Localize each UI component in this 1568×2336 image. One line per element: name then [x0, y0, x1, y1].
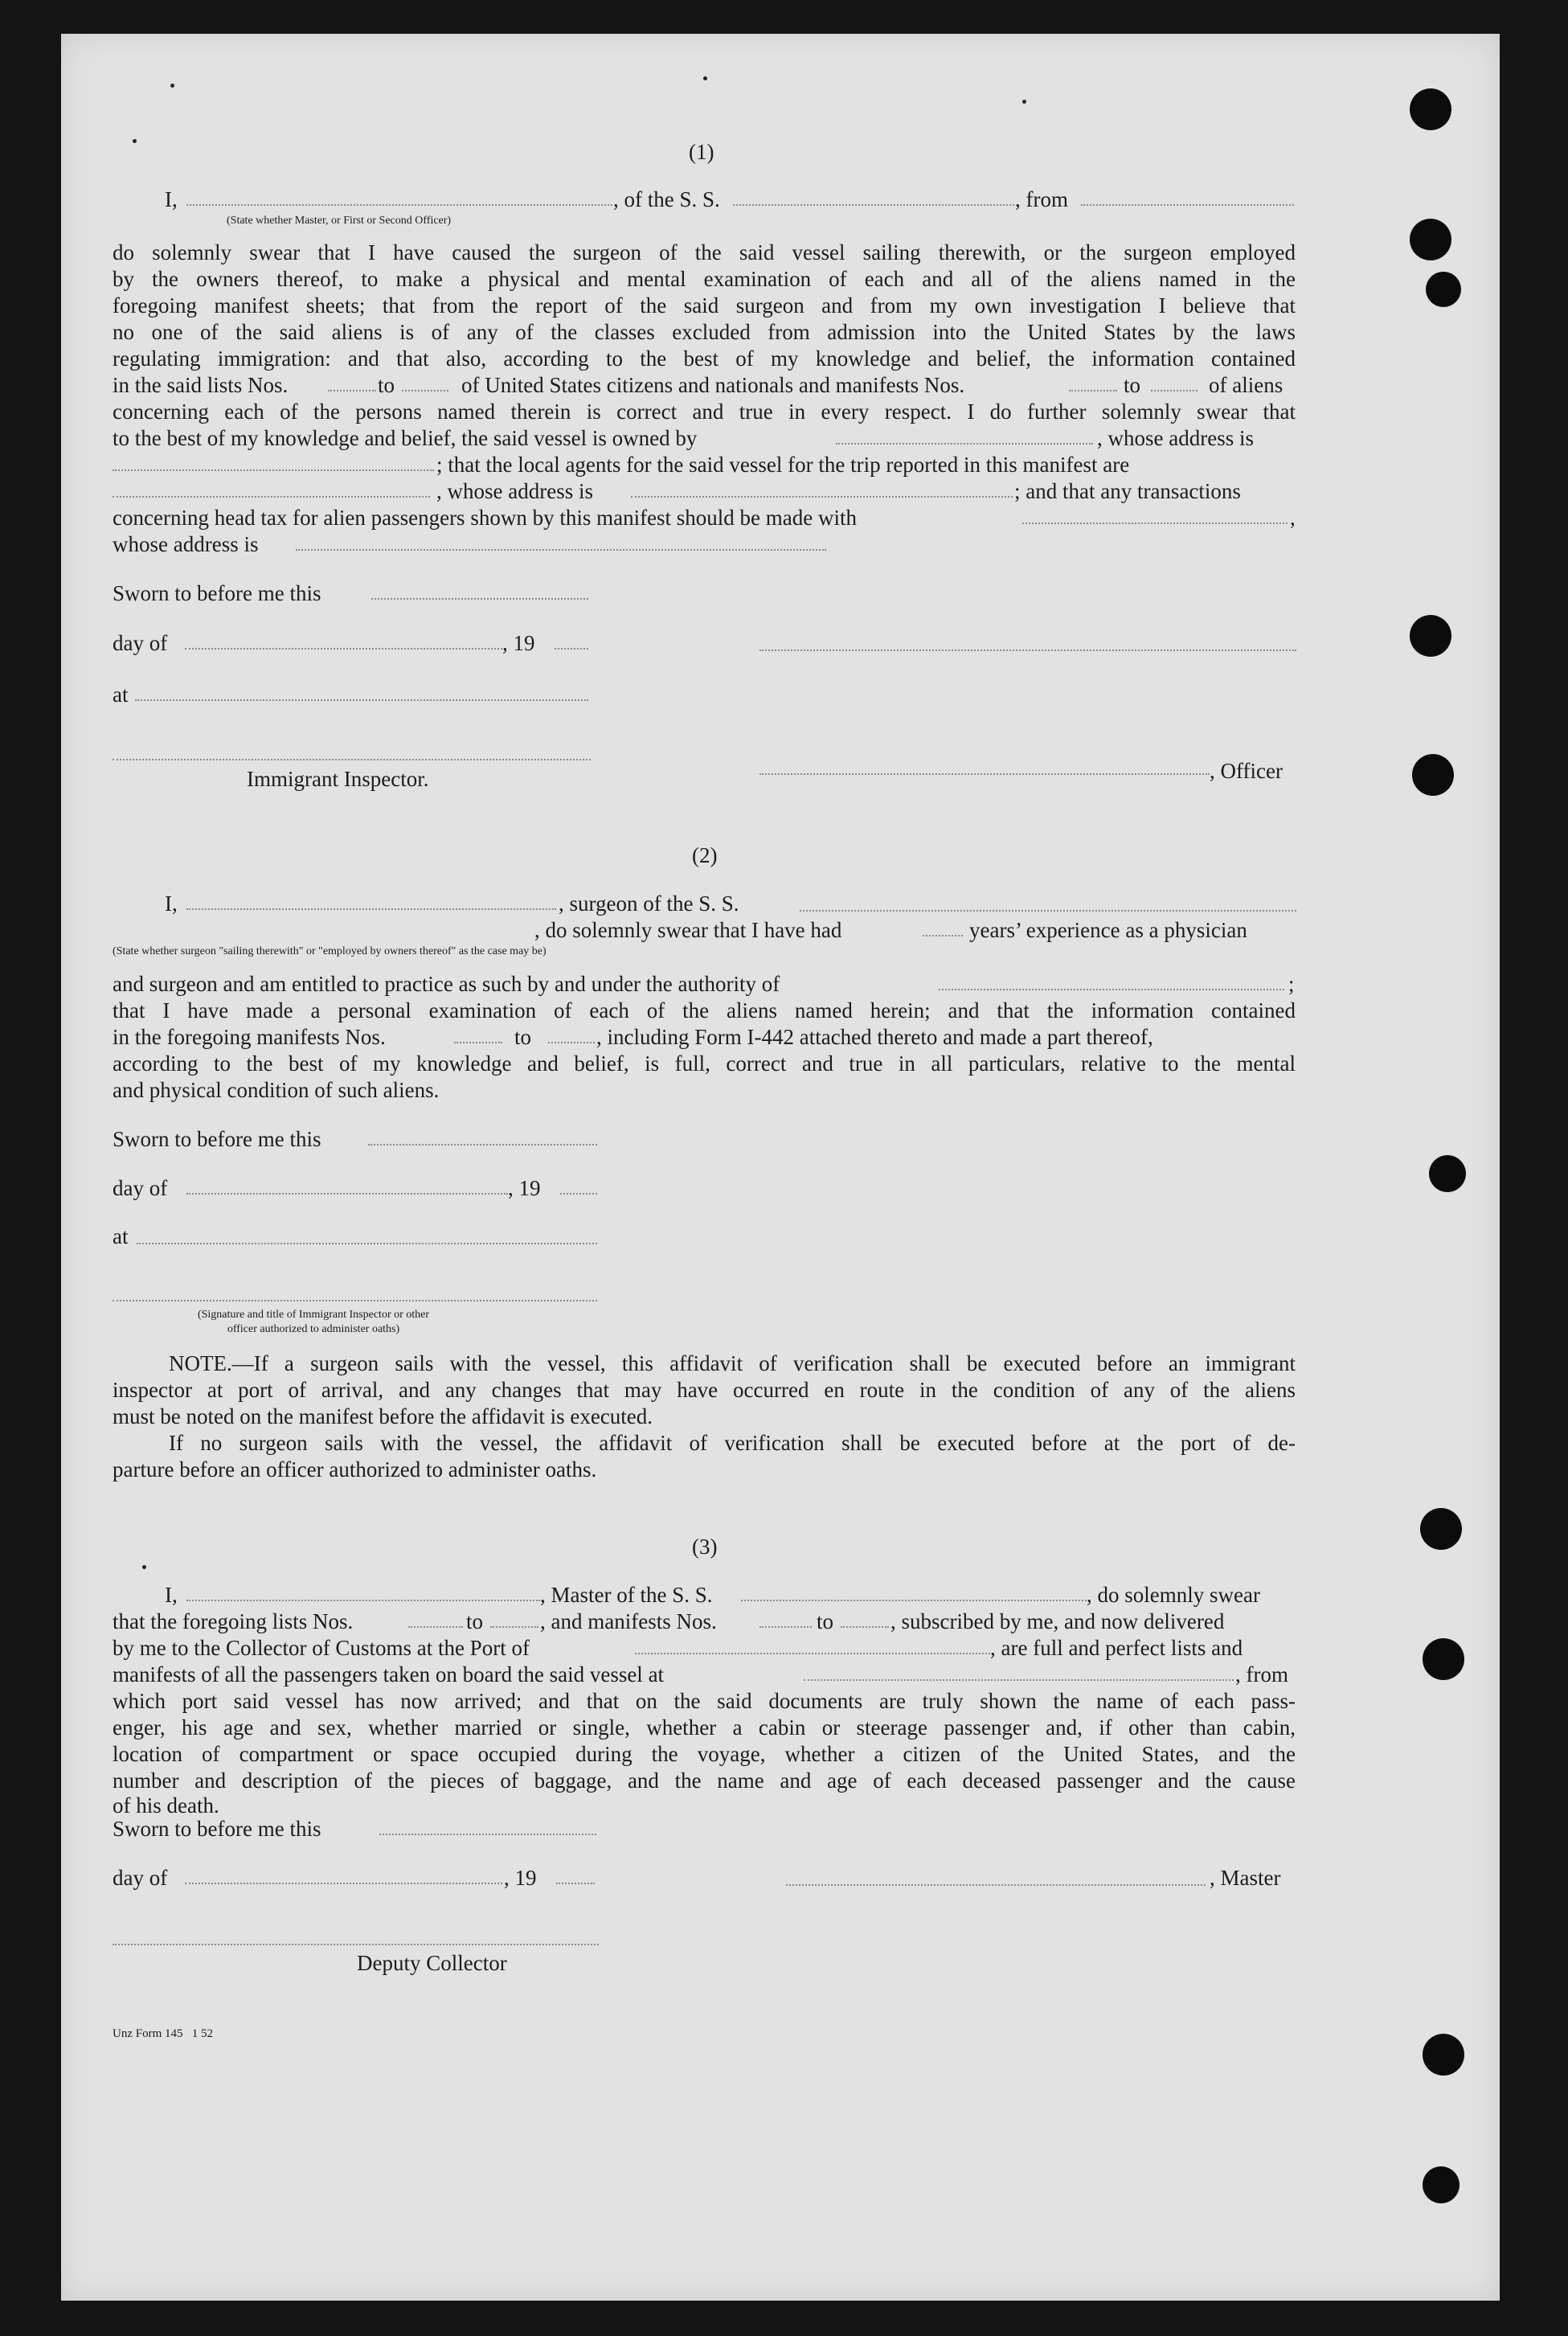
s1-nos-c: of United States citizens and nationals and manifests Nos.: [461, 373, 965, 397]
s1-owned-b: , whose address is: [1097, 426, 1254, 450]
s2-note-2: inspector at port of arrival, and any changes that may have occurred en route in the condition of any of the aliens: [113, 1378, 1296, 1402]
punch-hole: [1423, 1638, 1464, 1680]
s3-body-1: which port said vessel has now arrived; and that on the said documents are truly shown the name of each pass-: [113, 1689, 1296, 1713]
s3-lists-a: that the foregoing lists Nos.: [113, 1609, 354, 1633]
s1-headtax-a: concerning head tax for alien passengers shown by this manifest should be made with: [113, 506, 858, 530]
s3-port-a: by me to the Collector of Customs at the Port of: [113, 1636, 530, 1660]
s1-owner-field[interactable]: [836, 443, 1093, 445]
s1-body-5: regulating immigration: and that also, according to the best of my knowledge and belief, the information contained: [113, 346, 1296, 371]
s1-inspector: Immigrant Inspector.: [247, 767, 429, 791]
s3-lists-c: , and manifests Nos.: [540, 1609, 717, 1633]
s3-lists-e: , subscribed by me, and now delivered: [890, 1609, 1225, 1633]
s1-nos-e: of aliens: [1209, 373, 1283, 397]
s3-nineteen: , 19: [504, 1866, 537, 1890]
s2-foregoing-a: in the foregoing manifests Nos.: [113, 1025, 386, 1049]
s1-inspector-signature-field[interactable]: [113, 759, 591, 760]
s3-lists-d: to: [817, 1609, 834, 1633]
s2-authority-b: ;: [1288, 972, 1295, 996]
s3-deputy-signature-field[interactable]: [113, 1944, 599, 1945]
s2-body-2: according to the best of my knowledge and belief, is full, correct and true in all particulars, relative to the mental: [113, 1051, 1296, 1076]
s3-lists-b: to: [466, 1609, 484, 1633]
paper-speck: [703, 76, 707, 80]
punch-hole: [1410, 219, 1451, 260]
form-number: Unz Form 145 1 52: [113, 2027, 213, 2040]
s1-at-field[interactable]: [135, 699, 588, 701]
s1-nos-a: in the said lists Nos.: [113, 373, 289, 397]
s1-agents-field[interactable]: [113, 496, 430, 498]
s1-from: , from: [1015, 187, 1068, 211]
s1-officer-signature-field[interactable]: [759, 650, 1296, 651]
s1-agents: ; that the local agents for the said vessel for the trip reported in this manifest are: [436, 453, 1130, 477]
s2-note-4: If no surgeon sails with the vessel, the affidavit of verification shall be executed before at the port of de-: [169, 1431, 1296, 1455]
s3-death: of his death.: [113, 1793, 219, 1818]
s1-manifest-to-field[interactable]: [1151, 390, 1197, 391]
s2-signature-field[interactable]: [113, 1300, 597, 1301]
s3-master-signature-field[interactable]: [786, 1884, 1206, 1886]
punch-hole: [1423, 2034, 1464, 2076]
s3-board-b: , from: [1235, 1662, 1288, 1686]
s2-authority-field[interactable]: [939, 989, 1284, 990]
s1-headtax-address-field[interactable]: [296, 549, 826, 551]
punch-hole: [1410, 88, 1451, 130]
s1-body-2: by the owners thereof, to make a physical and mental examination of each and all of the aliens named in the: [113, 267, 1296, 291]
s1-body-3: foregoing manifest sheets; that from the report of the said surgeon and from my own investigation I believe that: [113, 293, 1296, 318]
section-2-number: (2): [692, 843, 718, 867]
s3-port-b: , are full and perfect lists and: [990, 1636, 1243, 1660]
s2-sworn: Sworn to before me this: [113, 1127, 321, 1151]
s1-nos-b: to: [378, 373, 395, 397]
s2-nos-to-field[interactable]: [548, 1042, 595, 1043]
s2-day-of: day of: [113, 1176, 168, 1200]
punch-hole: [1412, 754, 1454, 796]
section-3-number: (3): [692, 1535, 718, 1559]
s2-note-3: must be noted on the manifest before the affidavit is executed.: [113, 1404, 653, 1428]
s3-lists-from-field[interactable]: [408, 1626, 463, 1628]
paper-speck: [142, 1565, 146, 1569]
s2-years: years’ experience as a physician: [969, 918, 1247, 942]
s2-i: I,: [165, 891, 178, 916]
s3-swear: , do solemnly swear: [1087, 1583, 1260, 1607]
s2-year-field[interactable]: [560, 1193, 597, 1195]
punch-hole: [1429, 1155, 1466, 1192]
s3-day-of: day of: [113, 1866, 168, 1890]
s1-nineteen: , 19: [502, 631, 535, 655]
s2-note-1: NOTE.—If a surgeon sails with the vessel, this affidavit of verification shall be executed before an immigrant: [169, 1351, 1296, 1375]
s2-at-field[interactable]: [137, 1243, 597, 1244]
s1-body-1: do solemnly swear that I have caused the surgeon of the said vessel sailing therewith, or the surgeon employed: [113, 240, 1296, 264]
s1-day-field[interactable]: [185, 648, 502, 650]
s1-officer-name-field[interactable]: [759, 773, 1210, 775]
s1-whose: whose address is: [113, 532, 259, 556]
s1-owned-a: to the best of my knowledge and belief, the said vessel is owned by: [113, 426, 698, 450]
s2-day-field[interactable]: [186, 1193, 508, 1195]
s2-at: at: [113, 1224, 129, 1248]
s1-at: at: [113, 682, 129, 707]
s2-authority-a: and surgeon and am entitled to practice as such by and under the authority of: [113, 972, 780, 996]
s1-i: I,: [165, 187, 178, 211]
s1-nos-from-field[interactable]: [328, 390, 376, 391]
s3-body-4: number and description of the pieces of baggage, and the name and age of each deceased passenger and the cause: [113, 1768, 1296, 1793]
s2-surgeon: , surgeon of the S. S.: [559, 891, 739, 916]
s3-master-label: , Master: [1210, 1866, 1281, 1890]
s2-body-3: and physical condition of such aliens.: [113, 1078, 440, 1102]
s3-board-field[interactable]: [804, 1679, 1234, 1681]
s1-owner-address-field[interactable]: [113, 469, 434, 471]
s1-headtax-b: ,: [1290, 506, 1296, 530]
punch-hole: [1423, 2166, 1460, 2203]
s3-manifests-from-field[interactable]: [759, 1626, 812, 1628]
s2-nos-from-field[interactable]: [454, 1042, 502, 1043]
s2-years-field[interactable]: [923, 935, 963, 936]
s2-foregoing-c: , including Form I-442 attached thereto and made a part thereof,: [596, 1025, 1153, 1049]
s1-sworn: Sworn to before me this: [113, 581, 321, 605]
s1-sworn-field[interactable]: [371, 598, 588, 600]
s1-manifest-from-field[interactable]: [1069, 390, 1117, 391]
s2-sig-note-2: officer authorized to administer oaths): [227, 1323, 400, 1335]
s3-sworn-field[interactable]: [379, 1834, 596, 1835]
s2-surgeon-field[interactable]: [186, 908, 556, 910]
s2-swear: , do solemnly swear that I have had: [534, 918, 842, 942]
s1-vessel-field[interactable]: [733, 204, 1014, 206]
s1-from-field[interactable]: [1081, 204, 1294, 206]
section-1-number: (1): [689, 140, 714, 164]
s2-sworn-field[interactable]: [368, 1144, 597, 1145]
s1-nos-to-field[interactable]: [402, 390, 448, 391]
s3-port-field[interactable]: [635, 1653, 990, 1654]
punch-hole: [1426, 272, 1461, 307]
s1-year-field[interactable]: [555, 648, 588, 650]
s1-body-4: no one of the said aliens is of any of the classes excluded from admission into the United States by the laws: [113, 320, 1296, 344]
s3-body-2: enger, his age and sex, whether married or single, whether a cabin or steerage passenger and, if other than cabin,: [113, 1715, 1296, 1740]
s3-vessel-field[interactable]: [741, 1600, 1087, 1601]
s3-master: , Master of the S. S.: [540, 1583, 713, 1607]
s2-vessel-field[interactable]: [800, 910, 1296, 912]
s1-officer: , Officer: [1210, 759, 1283, 783]
s3-body-3: location of compartment or space occupied during the voyage, whether a citizen of the United States, and the: [113, 1742, 1296, 1766]
paper-speck: [170, 84, 174, 88]
s2-field-note: (State whether surgeon "sailing therewith" or "employed by owners thereof" as the case may be): [113, 945, 547, 957]
s1-agents-address-field[interactable]: [631, 496, 1013, 498]
s1-nos-d: to: [1124, 373, 1141, 397]
paper-speck: [1022, 100, 1026, 104]
s3-sworn: Sworn to before me this: [113, 1817, 321, 1841]
s3-deputy: Deputy Collector: [357, 1951, 507, 1975]
s1-name-field[interactable]: [186, 204, 612, 206]
s1-body-6: concerning each of the persons named therein is correct and true in every respect. I do further solemnly swear that: [113, 400, 1296, 424]
s2-body-1: that I have made a personal examination of each of the aliens named herein; and that the information contained: [113, 998, 1296, 1023]
punch-hole: [1420, 1508, 1462, 1550]
punch-hole: [1410, 615, 1451, 657]
s1-address-a: , whose address is: [436, 479, 593, 503]
s3-i: I,: [165, 1583, 178, 1607]
s3-master-field[interactable]: [186, 1600, 540, 1601]
s2-nineteen: , 19: [508, 1176, 541, 1200]
s1-day-of: day of: [113, 631, 168, 655]
s3-manifests-to-field[interactable]: [841, 1626, 889, 1628]
s3-board-a: manifests of all the passengers taken on board the said vessel at: [113, 1662, 665, 1686]
s3-lists-to-field[interactable]: [490, 1626, 538, 1628]
s2-sig-note-1: (Signature and title of Immigrant Inspector or other: [197, 1309, 430, 1321]
s2-foregoing-b: to: [514, 1025, 532, 1049]
s1-of-ss: , of the S. S.: [613, 187, 720, 211]
s1-field-note: (State whether Master, or First or Second Officer): [227, 215, 452, 227]
paper-speck: [133, 139, 137, 143]
s1-address-b: ; and that any transactions: [1014, 479, 1241, 503]
s2-note-5: parture before an officer authorized to administer oaths.: [113, 1457, 597, 1482]
s1-headtax-field[interactable]: [1022, 523, 1288, 524]
s3-year-field[interactable]: [556, 1883, 595, 1884]
s3-day-field[interactable]: [185, 1883, 502, 1884]
